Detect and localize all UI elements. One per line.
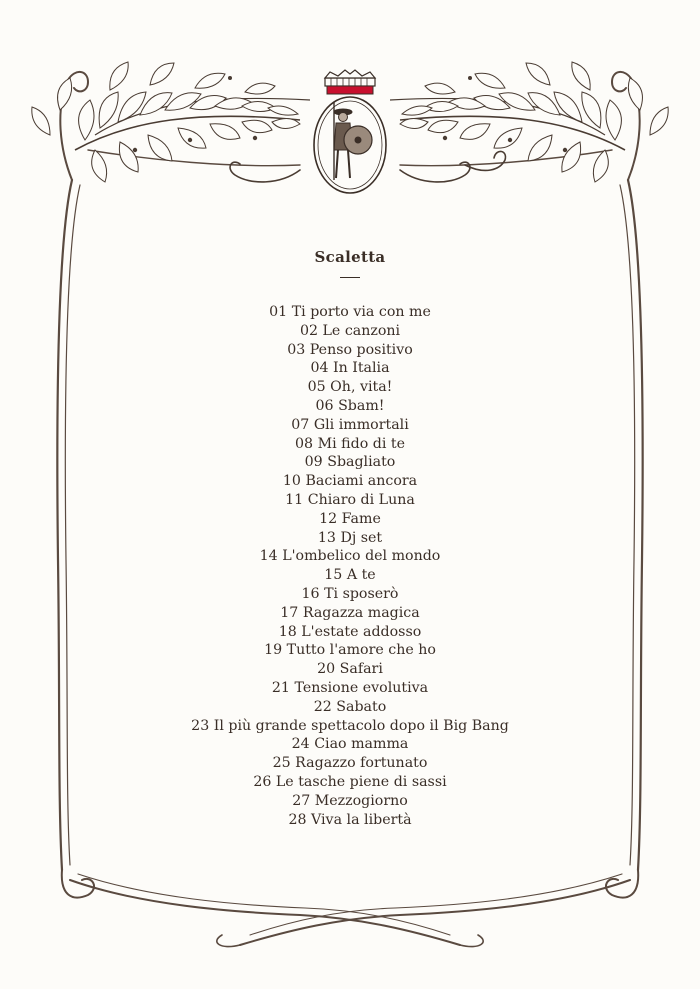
frame-bottom-ribbon-right	[240, 880, 630, 945]
heading-divider	[340, 277, 360, 278]
frame-bottom-ribbon-tail-left	[217, 935, 240, 947]
track-item: 07 Gli immortali	[291, 416, 409, 433]
frame-left-line-outer	[57, 180, 72, 870]
track-item: 05 Oh, vita!	[307, 379, 393, 396]
frame-bottom-ribbon-left	[70, 880, 460, 945]
crown-icon	[325, 70, 375, 94]
track-item: 04 In Italia	[310, 360, 390, 377]
track-item: 02 Le canzoni	[299, 322, 401, 339]
track-item: 17 Ragazza magica	[280, 604, 420, 621]
setlist-content	[120, 245, 580, 829]
track-item: 09 Sbagliato	[304, 454, 396, 471]
track-item: 15 A te	[324, 567, 376, 584]
track-item: 08 Mi fido di te	[295, 435, 405, 452]
emblem-medallion	[314, 97, 386, 193]
track-item: 12 Fame	[319, 510, 381, 527]
frame-bottom-ribbon-tail-right	[460, 935, 483, 947]
track-item: 25 Ragazzo fortunato	[272, 755, 428, 772]
track-item: 10 Baciami ancora	[282, 473, 418, 490]
track-item: 11 Chiaro di Luna	[285, 491, 415, 508]
frame-bottom-ribbon-right-inner	[250, 874, 622, 935]
track-item: 27 Mezzogiorno	[292, 792, 408, 809]
track-item: 26 Le tasche piene di sassi	[253, 773, 447, 790]
track-item: 21 Tensione evolutiva	[271, 679, 429, 696]
track-item: 22 Sabato	[313, 698, 387, 715]
track-item: 19 Tutto l'amore che ho	[264, 642, 436, 659]
frame-bottom-ribbon-left-inner	[78, 874, 450, 935]
track-item: 16 Ti sposerò	[301, 585, 399, 602]
frame-left-line-inner	[65, 185, 80, 865]
setlist-heading: Scaletta	[314, 248, 386, 266]
track-item: 18 L'estate addosso	[278, 623, 422, 640]
track-item: 20 Safari	[317, 661, 383, 678]
frame-right-line-outer	[628, 180, 643, 870]
track-item: 13 Dj set	[317, 529, 383, 546]
track-item: 24 Ciao mamma	[291, 736, 409, 753]
track-item: 14 L'ombelico del mondo	[259, 548, 441, 565]
track-item: 03 Penso positivo	[287, 341, 413, 358]
track-item: 06 Sbam!	[315, 397, 385, 414]
frame-right-line-inner	[620, 185, 635, 865]
track-item: 23 Il più grande spettacolo dopo il Big Bang	[191, 717, 509, 734]
track-item: 01 Ti porto via con me	[269, 304, 431, 320]
track-item: 28 Viva la libertà	[288, 811, 412, 828]
track-list	[120, 303, 580, 829]
